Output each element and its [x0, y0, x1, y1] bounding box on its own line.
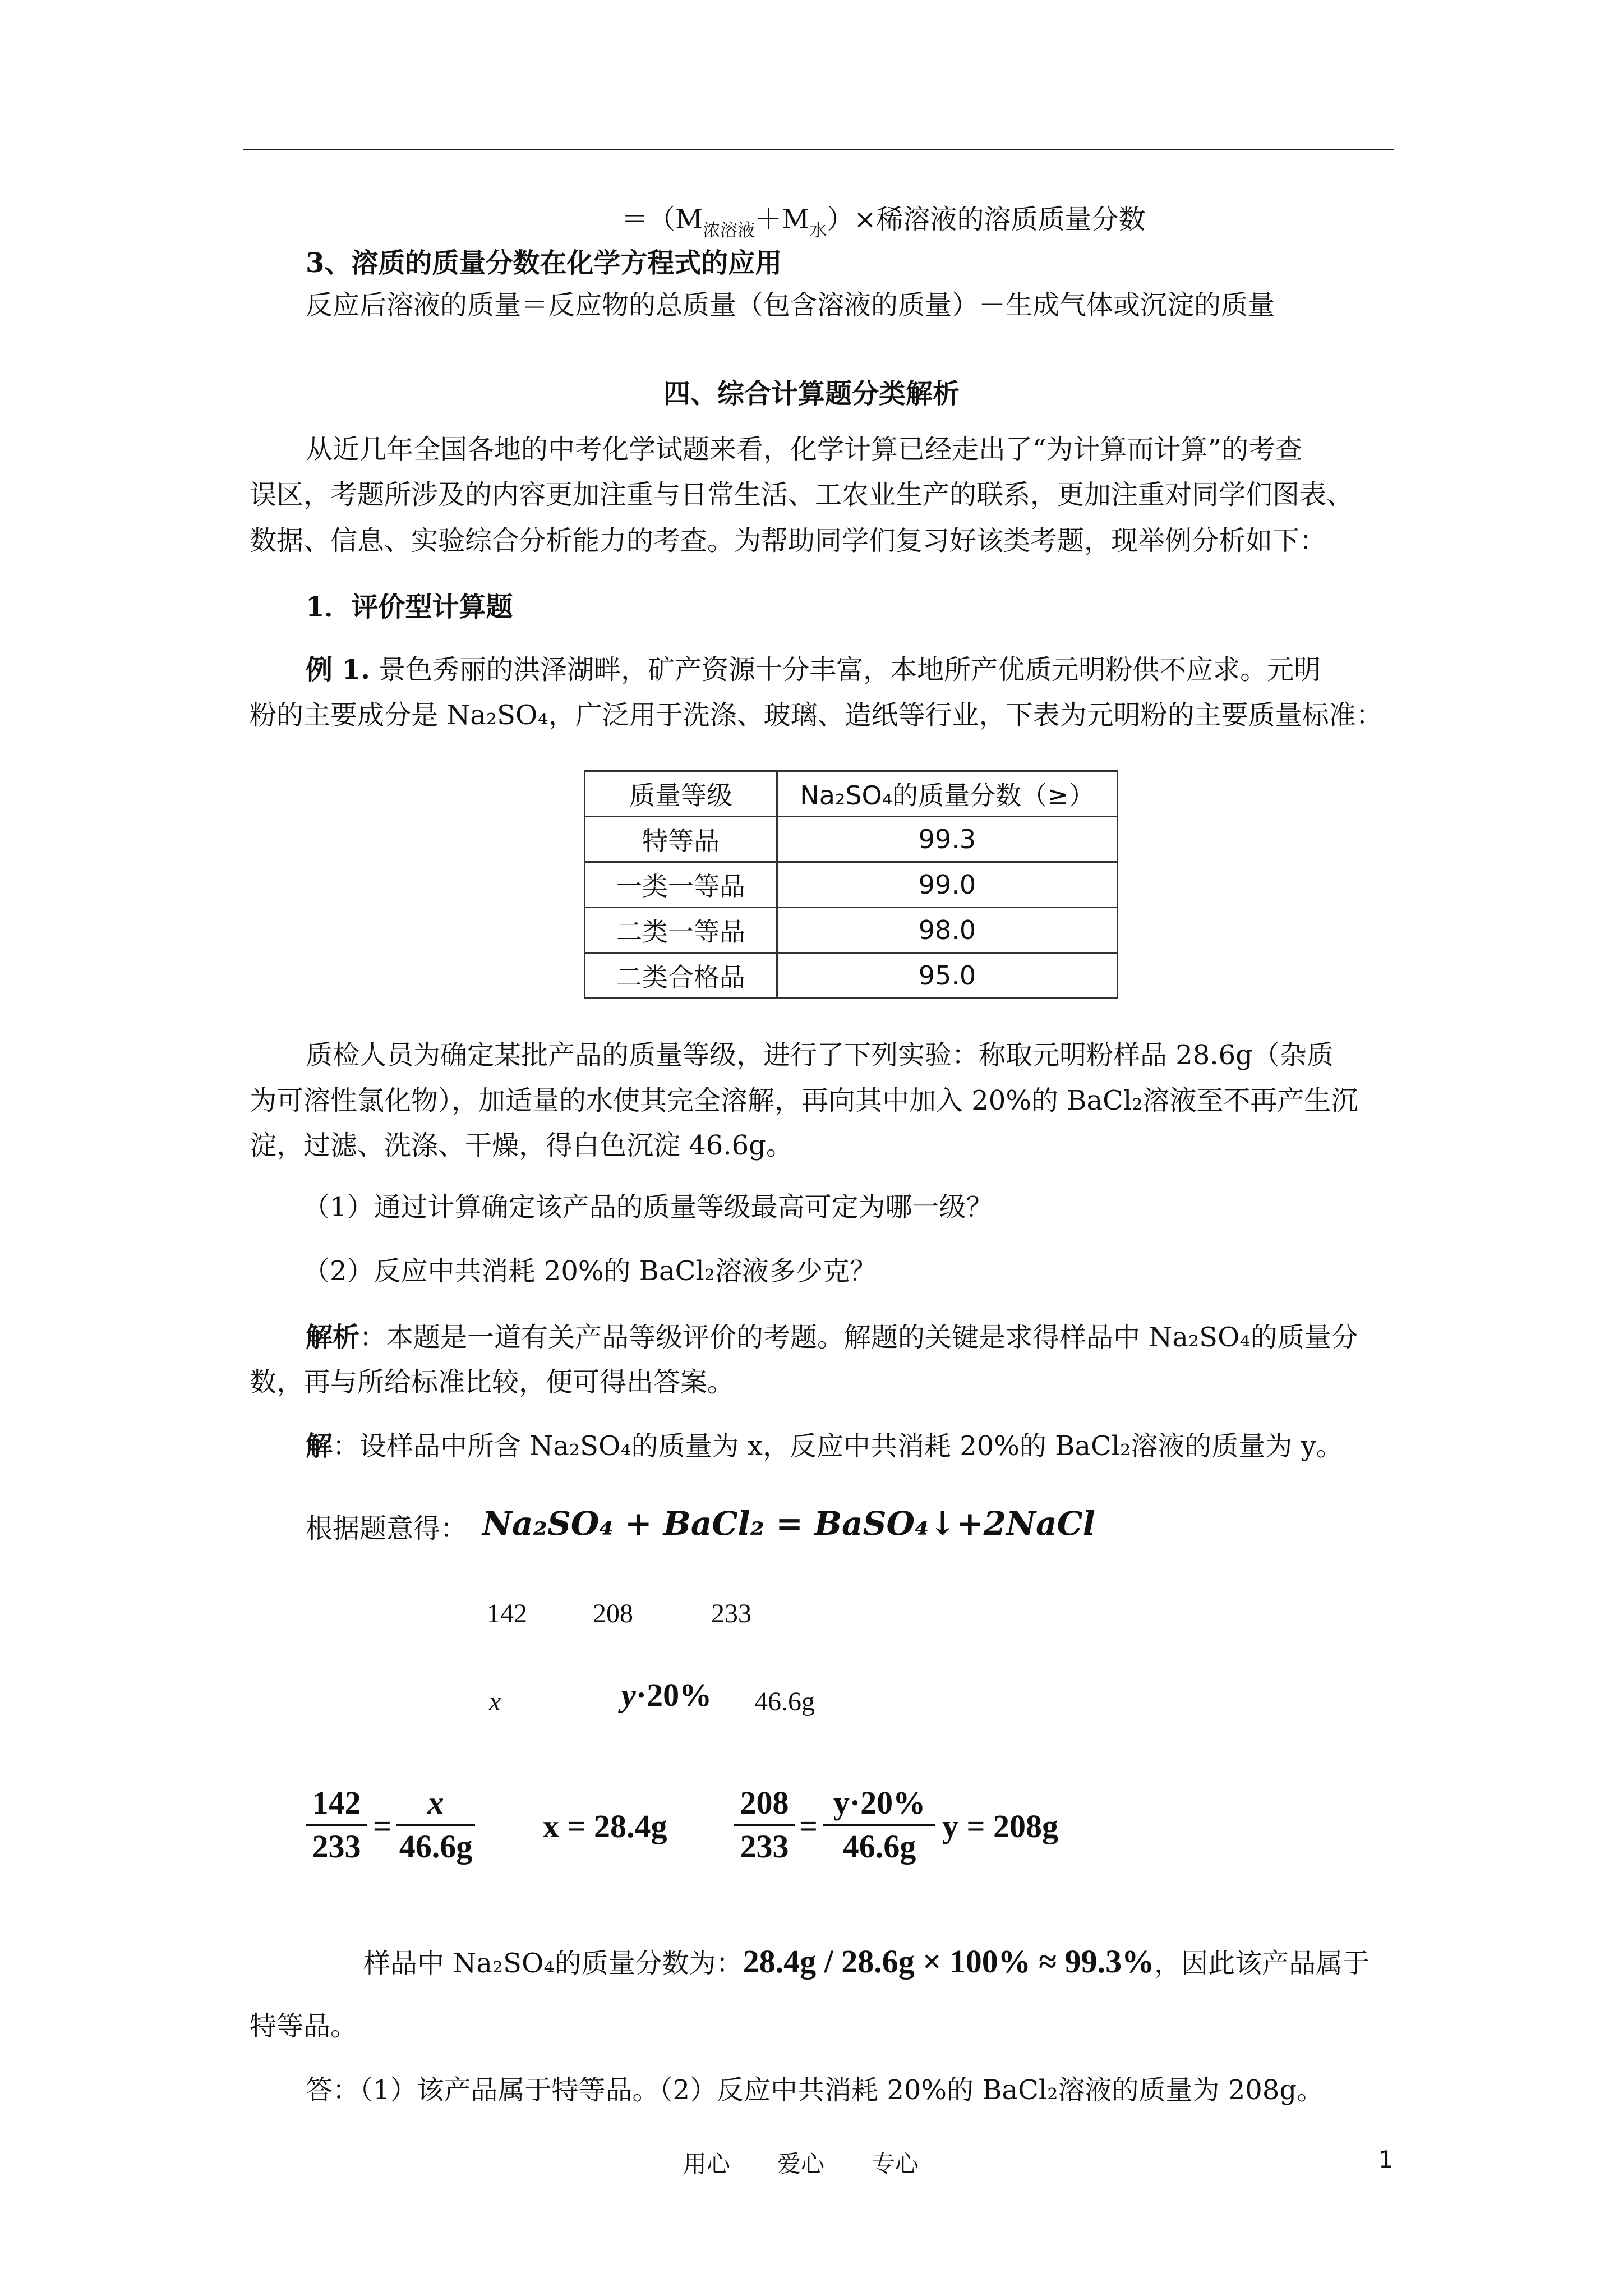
- table-row: [585, 908, 1118, 953]
- molar-mass-baso4: 233: [711, 1599, 751, 1628]
- table-cell: 二类合格品: [585, 953, 777, 999]
- table-cell: 一类一等品: [585, 862, 777, 908]
- chemical-equation: Na₂SO₄ + BaCl₂ = BaSO₄↓+2NaCl: [482, 1504, 1095, 1543]
- solution-line: 解：设样品中所含 Na₂SO₄的质量为 x，反应中共消耗 20%的 BaCl₂溶液的质量为 y。: [306, 1430, 1343, 1462]
- section3-title: 3、溶质的质量分数在化学方程式的应用: [306, 247, 782, 279]
- quality-standard-table: [584, 770, 1118, 999]
- table-cell: 特等品: [585, 817, 777, 862]
- table-row: [585, 862, 1118, 908]
- known-mass: 46.6g: [754, 1687, 815, 1717]
- result-x: x = 28.4g: [543, 1808, 667, 1844]
- page-footer: 用心 爱心 专心: [683, 2150, 919, 2178]
- experiment-line-1: 质检人员为确定某批产品的质量等级，进行了下列实验：称取元明粉样品 28.6g（杂质: [306, 1039, 1334, 1071]
- ratio-line-2: 特等品。: [250, 2010, 358, 2042]
- molar-mass-na2so4: 142: [487, 1599, 527, 1628]
- table-header-fraction: Na₂SO₄的质量分数（≥）: [777, 771, 1118, 817]
- answer-line: 答：（1）该产品属于特等品。（2）反应中共消耗 20%的 BaCl₂溶液的质量为 208g。: [306, 2074, 1324, 2106]
- experiment-line-3: 淀，过滤、洗涤、干燥，得白色沉淀 46.6g。: [250, 1130, 793, 1161]
- table-row: [585, 817, 1118, 862]
- example-line-2: 粉的主要成分是 Na₂SO₄，广泛用于洗涤、玻璃、造纸等行业，下表为元明粉的主要质量标准：: [250, 700, 1383, 731]
- table-cell: 95.0: [777, 953, 1118, 999]
- result-y: y = 208g: [942, 1808, 1059, 1844]
- header-rule: [243, 149, 1394, 150]
- equals-sign: =: [373, 1808, 392, 1844]
- formula-line: $=(M_{浓溶液}+M_水)\times$稀溶液的溶质质量分数: [621, 204, 1146, 241]
- ratio-line: 样品中 Na₂SO₄的质量分数为：28.4g / 28.6g × 100% ≈ 99.3%，因此该产品属于: [363, 1943, 1370, 1980]
- table-header-grade: 质量等级: [585, 771, 777, 817]
- solution-label: 解: [306, 1430, 333, 1462]
- subsection-title: 1．评价型计算题: [306, 591, 513, 623]
- equals-sign: =: [799, 1808, 818, 1844]
- table-cell: 99.0: [777, 862, 1118, 908]
- section3-text: 反应后溶液的质量＝反应物的总质量（包含溶液的质量）－生成气体或沉淀的质量: [306, 289, 1275, 321]
- table-row: [585, 953, 1118, 999]
- analysis-label: 解析: [306, 1322, 360, 1353]
- intro-line-1: 从近几年全国各地的中考化学试题来看，化学计算已经走出了“为计算而计算”的考查: [306, 434, 1303, 465]
- question-1: （1）通过计算确定该产品的质量等级最高可定为哪一级？: [303, 1191, 993, 1223]
- equation-prefix: 根据题意得：: [306, 1513, 468, 1544]
- example-line-1: 例 1. 景色秀丽的洪泽湖畔，矿产资源十分丰富，本地所产优质元明粉供不应求。元明: [306, 654, 1321, 685]
- table-header-row: [585, 771, 1118, 817]
- experiment-line-2: 为可溶性氯化物），加适量的水使其完全溶解，再向其中加入 20%的 BaCl₂溶液至不再产生沉: [250, 1085, 1358, 1116]
- unknown-x: x: [489, 1687, 501, 1717]
- table-cell: 二类一等品: [585, 908, 777, 953]
- analysis-line-1: 解析：本题是一道有关产品等级评价的考题。解题的关键是求得样品中 Na₂SO₄的质量分: [306, 1322, 1358, 1353]
- fraction-x-46.6g: x 46.6g: [396, 1782, 475, 1867]
- page-number: 1: [1378, 2146, 1394, 2173]
- fraction-208-233: 208 233: [734, 1782, 795, 1867]
- question-2: （2）反应中共消耗 20%的 BaCl₂溶液多少克？: [303, 1255, 877, 1287]
- unknown-y: y·20%: [621, 1677, 712, 1713]
- table-cell: 98.0: [777, 908, 1118, 953]
- example-label: 例 1.: [306, 654, 370, 685]
- table-cell: 99.3: [777, 817, 1118, 862]
- intro-line-2: 误区，考题所涉及的内容更加注重与日常生活、工农业生产的联系，更加注重对同学们图表、: [250, 479, 1354, 510]
- fraction-y20-46.6g: y·20% 46.6g: [823, 1782, 935, 1867]
- section4-title: 四、综合计算题分类解析: [663, 378, 960, 409]
- fraction-142-233: 142 233: [306, 1782, 367, 1867]
- molar-mass-bacl2: 208: [593, 1599, 633, 1628]
- intro-line-3: 数据、信息、实验综合分析能力的考查。为帮助同学们复习好该类考题，现举例分析如下：: [250, 525, 1327, 556]
- analysis-line-2: 数，再与所给标准比较，便可得出答案。: [250, 1366, 735, 1398]
